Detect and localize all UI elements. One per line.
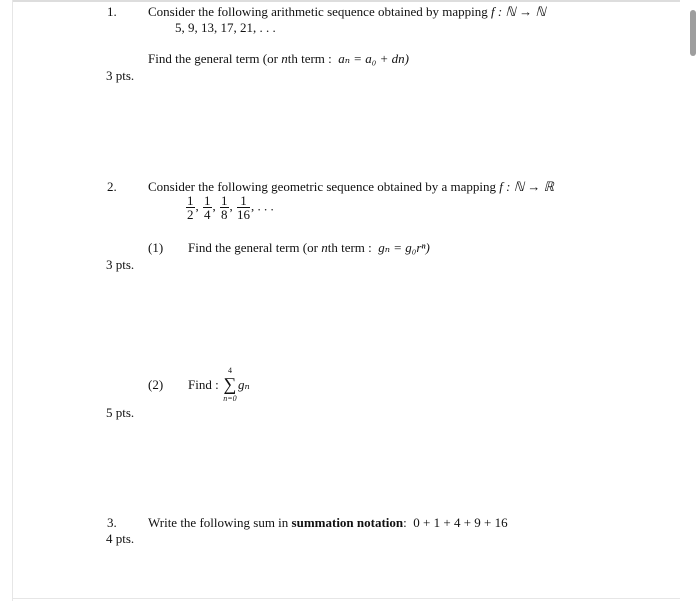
q1-task-tail: th term : [287,51,332,66]
q3-prompt-colon: : [403,515,407,530]
summation-symbol [222,368,238,402]
q2-part1-label: (1) [148,240,164,255]
q3-prompt-text: Write the following sum in [148,515,289,530]
sum-lower-limit: n=0 [223,394,237,403]
q1-task [148,51,409,67]
q2-number: 2. [107,179,117,194]
q3-prompt-bold: summation notation [291,515,404,530]
scrollbar-thumb[interactable] [690,10,696,56]
fraction: $\frac{1}{16}$ [237,193,250,222]
q1-mapping: f : ℕ → ℕ [490,4,546,19]
q1-formula: aₙ = a₀ + dn) [338,51,409,66]
q2-ellipsis: , . . . [251,198,274,214]
fraction: $\frac{1}{8}$ [221,193,228,222]
q1-task-nth: n [281,51,288,66]
fraction: $\frac{1}{4}$ [204,193,211,222]
q1-prompt-text: Consider the following arithmetic sequence obtained by mapping [148,4,488,19]
q3-expression: 0 + 1 + 4 + 9 + 16 [413,515,508,530]
q2-part1-task [188,240,430,256]
q3-number: 3. [107,515,117,530]
q2-part1-task-nth: n [321,240,328,255]
q3-prompt [148,515,508,531]
page-border-bottom [12,598,680,599]
q1-number: 1. [107,4,117,19]
sum-upper-limit: 4 [227,366,232,375]
q2-part1-task-text: Find the general term (or [188,240,318,255]
q2-part1-points: 3 pts. [106,257,135,272]
q2-mapping: f : ℕ → ℝ [499,179,554,194]
q2-part2-task [188,368,250,402]
fraction: $\frac{1}{2}$ [187,193,194,222]
q1-sequence: 5, 9, 13, 17, 21, . . . [175,20,276,35]
q3-points: 4 pts. [106,531,135,546]
q1-prompt [148,4,546,20]
q2-prompt-text: Consider the following geometric sequence obtained by a mapping [148,179,497,194]
q2-part1-formula: gₙ = g₀rⁿ) [378,240,430,255]
sum-summand: gₙ [237,377,250,392]
q2-part2-label: (2) [148,377,164,392]
q2-sequence: $\frac{1}{2}$ , $\frac{1}{4}$ , $\frac{1}{8}$ , $\frac{1}{16}$ , . . . [187,193,274,222]
page-border-left [12,0,13,601]
page-border-top [12,0,680,2]
q2-part2-points: 5 pts. [106,405,135,420]
q1-points: 3 pts. [106,68,135,83]
sigma-icon: ∑ [223,374,237,394]
q1-task-text: Find the general term (or [148,51,278,66]
q2-part1-task-tail: th term : [327,240,372,255]
q2-part2-task-text: Find : [188,377,219,392]
